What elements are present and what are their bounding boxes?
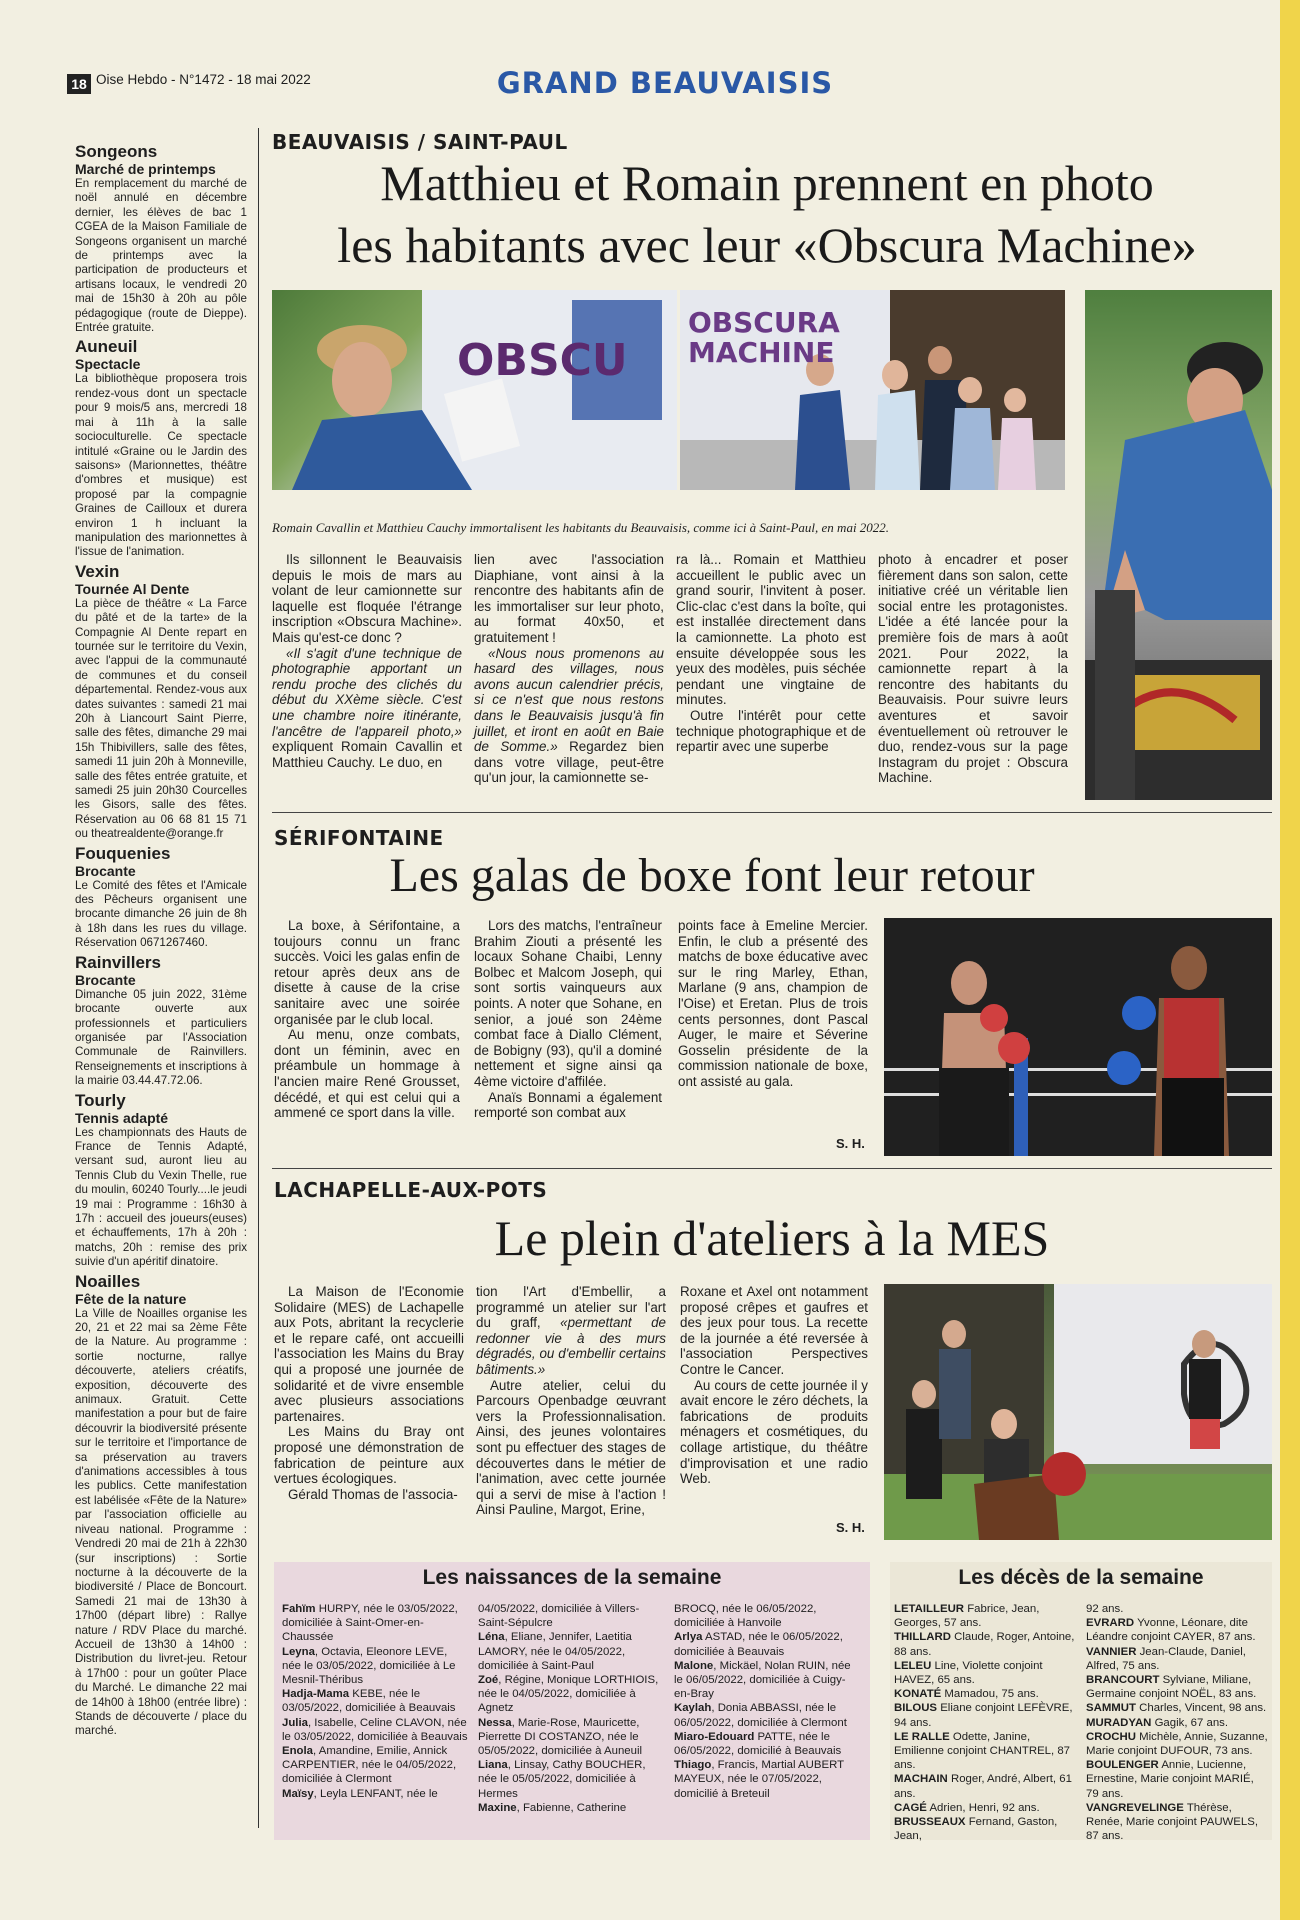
article2-col2-p2: Anaïs Bonnami a également remporté son combat aux bbox=[474, 1089, 662, 1121]
sidebar-subtitle: Tennis adapté bbox=[75, 1109, 169, 1126]
article1-col2-quote: «Nous nous promenons au hasard des villages, nous avons aucun calendrier précis, si ce n'est que nous restons dans le Beauvaisis jusqu'à fin juillet, et iront en août en Baie de Somme.» bbox=[474, 645, 664, 755]
page-number: 18 bbox=[67, 74, 91, 94]
birth-entry: Arlya ASTAD, née le 06/05/2022, domiciliée à Beauvais bbox=[674, 1631, 843, 1658]
birth-name: Maïsy bbox=[282, 1787, 314, 1800]
article3-col1-p2: Les Mains du Bray ont proposé une démonstration de fabrication de peinture aux vertues écologiques. bbox=[274, 1424, 464, 1487]
article2-photo-boxing bbox=[884, 918, 1272, 1156]
death-entry: THILLARD Claude, Roger, Antoine, 88 ans. bbox=[894, 1631, 1075, 1658]
article1-col2-end: Regardez bien dans votre village, peut-être qu'un jour, la camionnette se- bbox=[474, 739, 664, 786]
births-col3 bbox=[674, 1602, 860, 1801]
article3-col2 bbox=[476, 1284, 666, 1518]
birth-name: Maxine bbox=[478, 1801, 517, 1814]
article1-photo-left-illustration bbox=[272, 290, 677, 490]
article3-signature: S. H. bbox=[836, 1520, 865, 1535]
article1-col1 bbox=[272, 552, 462, 770]
birth-entry: 04/05/2022, domiciliée à Villers-Saint-Sépulcre bbox=[478, 1603, 640, 1630]
deaths-title: Les décès de la semaine bbox=[958, 1566, 1204, 1589]
death-name: LETAILLEUR bbox=[894, 1603, 965, 1615]
birth-entry: Nessa, Marie-Rose, Mauricette, Pierrette DI COSTANZO, née le 05/05/2022, domiciliée à Auneuil bbox=[478, 1716, 643, 1758]
birth-entry: Léna, Eliane, Jennifer, Laetitia LAMORY, née le 04/05/2022, domiciliée à Saint-Paul bbox=[478, 1631, 632, 1672]
birth-entry: Fahïm HURPY, née le 03/05/2022, domiciliée à Saint-Omer-en-Chaussée bbox=[282, 1603, 458, 1644]
birth-name: Nessa bbox=[478, 1716, 512, 1729]
article3-col3-p2: Au cours de cette journée il y avait encore le zéro déchets, la fabrications de produits ménagers et cosmétiques, du collage artistique, du théâtre d'improvisation et une radio Web. bbox=[680, 1377, 868, 1487]
death-name: CROCHU bbox=[1086, 1730, 1136, 1743]
sidebar-text: La Ville de Noailles organise les 20, 21 et 22 mai sa 2ème Fête de la Nature. Au programme : sortie nocturne, rallye découverte, ateliers créatifs, exposition, découverte des animaux. Gratuit. Cette manifestation a pour but de faire découvrir la biodiversité présente sur le territoire et l'importance de sa préservation au travers d'animations accessibles à tous les publics. Cette manifestation est labélisée «Fête de la Nature» par l'association officielle au niveau national. Programme : Vendredi 20 mai de 21h à 22h30 (sur inscriptions) : Sortie nocturne à la découverte de la biodiversité / Place de Boncourt. Samedi 21 mai de 13h30 à 17h00 (départ libre) : Rallye nature / RDV Place du marché. Accueil de 13h30 à 14h00 : Distribution du livret-jeu. Retour à 17h00 : pour un goûter Place du Marché. Le dimanche 22 mai de 14h00 à 18h00 (entrée libre) : Stands de découverte / place du marché. bbox=[75, 1306, 247, 1738]
births-col1 bbox=[282, 1602, 468, 1801]
births-box bbox=[274, 1562, 870, 1840]
death-name: MACHAIN bbox=[894, 1773, 948, 1786]
van-lettering-2: OBSCURA MACHINE bbox=[688, 306, 840, 369]
sidebar-text: Dimanche 05 juin 2022, 31ème brocante ouverte aux professionnels et particuliers organisée par l'Association Communale de Rainvillers. Renseignements et inscriptions à la mairie 03.44.47.72.06. bbox=[75, 987, 247, 1088]
article1-col1-quote: «Il s'agit d'une technique de photographie apportant un rendu proche des clichés du début du XXème siècle. C'est une chambre noire itinérante, l'ancêtre de l'appareil photo,» bbox=[272, 645, 462, 739]
article2-col1-p1: La boxe, à Sérifontaine, a toujours connu un franc succès. Voici les galas enfin de retour après deux ans de disette à cause de la crise sanitaire avec une soirée organisée par le club local. bbox=[274, 918, 460, 1027]
sidebar-text: La bibliothèque proposera trois rendez-vous dont un spectacle pour 9 mois/5 ans, mercredi 18 mai à 11h à la salle socioculturelle. Ce spectacle intitulé «Graine ou le Jardin des saisons» (Marionnettes, théâtre d'ombres et musique) est proposé par la compagnie Graines de Cailloux et durera environ 1 h incluant la manipulation des marionnettes à l'issue de l'animation. bbox=[75, 372, 247, 559]
section-title: GRAND BEAUVAISIS bbox=[496, 66, 834, 100]
death-name: BILOUS bbox=[894, 1702, 938, 1715]
births-title: Les naissances de la semaine bbox=[422, 1566, 722, 1589]
article2-col2 bbox=[474, 918, 662, 1121]
birth-entry: BROCQ, née le 06/05/2022, domiciliée à Hanvoile bbox=[674, 1603, 817, 1630]
birth-name: Thiago bbox=[674, 1759, 712, 1772]
sidebar-text: Les championnats des Hauts de France de Tennis Adapté, versant sud, auront lieu au Tennis Club du Vexin Thelle, rue du moulin, 60240 Tourly....le jeudi 19 mai : Programme : 16h30 à 17h : accueil des joueurs(euses) et échauffements, 17h à 20h : matchs, 20h : remise des prix suivie d'un apéritif dinatoire. bbox=[75, 1125, 247, 1269]
deaths-col1 bbox=[894, 1602, 1076, 1843]
birth-entry: Enola, Amandine, Emilie, Annick CARPENTIER, née le 04/05/2022, domiciliée à Clermont bbox=[282, 1745, 457, 1786]
death-entry: VANGREVELINGE Thérèse, Renée, Marie conjoint PAUWELS, 87 ans. bbox=[1086, 1801, 1258, 1843]
sidebar-agenda bbox=[75, 140, 247, 1739]
birth-entry: Leyna, Octavia, Eleonore LEVE, née le 03/05/2022, domiciliée à Le Mesnil-Théribus bbox=[282, 1645, 456, 1687]
death-name: MURADYAN bbox=[1086, 1716, 1152, 1729]
article3-col1 bbox=[274, 1284, 464, 1502]
article3-col3-p1: Roxane et Axel ont notamment proposé crêpes et gaufres et des jeux pour tous. La recette de la journée a été reversée à l'association Perspectives Contre le Cancer. bbox=[680, 1284, 868, 1377]
article2-signature: S. H. bbox=[836, 1136, 865, 1151]
death-entry: VANNIER Jean-Claude, Daniel, Alfred, 75 ans. bbox=[1086, 1645, 1246, 1672]
death-entry: EVRARD Yvonne, Léonare, dite Léandre conjoint CAYER, 87 ans. bbox=[1086, 1617, 1256, 1644]
article3-col1-p3: Gérald Thomas de l'associa- bbox=[288, 1486, 458, 1502]
birth-name: Malone bbox=[674, 1659, 714, 1672]
death-name: CAGÉ bbox=[894, 1801, 927, 1814]
sidebar-text: En remplacement du marché de noël annulé en décembre dernier, les élèves de bac 1 CGEA de la Maison Familiale de Songeons organisent un marché de printemps avec la participation de producteurs et artisans locaux, le vendredi 20 mai de 15h30 à 20h au pôle pédagogique (route de Dieppe). Entrée gratuite. bbox=[75, 177, 247, 335]
death-entry: 92 ans. bbox=[1086, 1603, 1124, 1615]
article2-col3-p1: points face à Emeline Mercier. Enfin, le club a présenté des matchs de boxe éducative avec sur le ring Marley, Ethan, Marlane (9 ans, champion de l'Oise) et Eretan. Plus de trois cents personnes, dont Pascal Auger, le maire et Séverine Gosselin présidente de la commission nationale de boxe, ont assisté au gala. bbox=[678, 918, 868, 1089]
death-entry: MURADYAN Gagik, 67 ans. bbox=[1086, 1716, 1229, 1729]
sidebar-town: Noailles bbox=[75, 1271, 141, 1291]
death-entry: BOULENGER Annie, Lucienne, Ernestine, Marie conjoint MARIÉ, 79 ans. bbox=[1086, 1759, 1254, 1800]
article3-photo-workshop bbox=[884, 1284, 1272, 1540]
birth-entry: Hadja-Mama KEBE, née le 03/05/2022, domiciliée à Beauvais bbox=[282, 1688, 456, 1715]
article3-col2-p1: tion l'Art d'Embellir, a programmé un atelier sur l'art du graff, bbox=[476, 1284, 666, 1331]
death-entry: SAMMUT Charles, Vincent, 98 ans. bbox=[1086, 1702, 1267, 1715]
article1-col2 bbox=[474, 552, 664, 786]
birth-name: Enola bbox=[282, 1745, 314, 1758]
article1-kicker: BEAUVAISIS / SAINT-PAUL bbox=[272, 130, 568, 154]
divider-1 bbox=[272, 812, 1272, 813]
deaths-col2 bbox=[1086, 1602, 1268, 1843]
article1-col1-end: expliquent Romain Cavallin et Matthieu Cauchy. Le duo, en bbox=[272, 739, 462, 770]
article1-col3 bbox=[676, 552, 866, 755]
death-entry: KONATÉ Mamadou, 75 ans. bbox=[894, 1688, 1039, 1701]
article1-col4 bbox=[878, 552, 1068, 786]
death-name: BRANCOURT bbox=[1086, 1674, 1160, 1687]
sidebar-subtitle: Brocante bbox=[75, 971, 136, 988]
sidebar-subtitle: Brocante bbox=[75, 862, 136, 879]
article1-photo-middle bbox=[680, 290, 1065, 490]
birth-entry: Maïsy, Leyla LENFANT, née le bbox=[282, 1787, 438, 1800]
death-name: BRUSSEAUX bbox=[894, 1816, 966, 1829]
sidebar-town: Songeons bbox=[75, 142, 158, 161]
death-name: SAMMUT bbox=[1086, 1702, 1136, 1715]
article1-headline-line1: Matthieu et Romain prennent en photo bbox=[380, 155, 1154, 211]
death-entry: LELEU Line, Violette conjoint HAVEZ, 65 ans. bbox=[894, 1659, 1043, 1687]
article3-col2-p2: Autre atelier, celui du Parcours Openbadge œuvrant vers la Professionnalisation. Ainsi, des jeunes volontaires sont pu effectuer des stages de découvertes dans le métier de l'animation, avec cette journée qui a servi de mise à l'action ! Ainsi Pauline, Margot, Erine, bbox=[476, 1377, 666, 1518]
article1-col3-p1: ra là... Romain et Matthieu accueillent le public avec un grand sourir, l'invitent à poser. Clic-clac c'est dans la boîte, qui est installée directement dans la camionnette. La photo est ensuite développée sous les yeux des modèles, puis séchée pendant une vingtaine de minutes. bbox=[676, 552, 866, 708]
article3-col1-p1: La Maison de l'Economie Solidaire (MES) de Lachapelle aux Pots, abritant la recyclerie et le repare café, ont accueilli l'association les Mains du Bray qui a proposé une journée de solidarité et de vivre ensemble avec plusieurs associations partenaires. bbox=[274, 1284, 464, 1424]
birth-name: Léna bbox=[478, 1631, 505, 1644]
article1-headline bbox=[262, 152, 1272, 276]
workshop-photo-illustration bbox=[884, 1284, 1272, 1540]
article1-photo-right-illustration bbox=[1085, 290, 1272, 800]
article1-col4-p1: photo à encadrer et poser fièrement dans son salon, cette initiative créé un véritable lien social entre les protagonistes. L'idée a été lancée pour la première fois de mars à août 2021. Pour 2022, la camionnette repart à la rencontre des habitants du Beauvaisis. Pour suivre leurs aventures et savoir éventuellement où retrouver le duo, rendez-vous sur la page Instagram du projet : Obscura Machine. bbox=[878, 552, 1068, 786]
article2-col3 bbox=[678, 918, 868, 1090]
birth-name: Leyna bbox=[282, 1645, 315, 1658]
article1-photo-left bbox=[272, 290, 677, 490]
death-name: VANNIER bbox=[1086, 1645, 1137, 1658]
birth-name: Kaylah bbox=[674, 1702, 712, 1715]
article1-col2-p1: lien avec l'association Diaphiane, vont ainsi à la rencontre des habitants afin de les immortaliser sur leur photo, au format 40x50, et gratuitement ! bbox=[474, 552, 664, 645]
death-entry: LETAILLEUR Fabrice, Jean, Georges, 57 ans. bbox=[894, 1603, 1040, 1630]
birth-entry: Kaylah, Donia ABBASSI, née le 06/05/2022, domiciliée à Clermont bbox=[674, 1702, 847, 1729]
death-entry: CAGÉ Adrien, Henri, 92 ans. bbox=[894, 1801, 1040, 1814]
article2-col1-p2: Au menu, onze combats, dont un féminin, avec en préambule un hommage à l'ancien maire René Grousset, décédé, et qui est celui qui a ammené ce sport dans la ville. bbox=[274, 1027, 460, 1121]
boxing-photo-illustration bbox=[884, 918, 1272, 1156]
birth-entry: Julia, Isabelle, Celine CLAVON, née le 03/05/2022, domiciliée à Beauvais bbox=[282, 1716, 468, 1743]
article1-caption: Romain Cavallin et Matthieu Cauchy immortalisent les habitants du Beauvaisis, comme ici à Saint-Paul, en mai 2022. bbox=[272, 520, 890, 535]
death-entry: BILOUS Eliane conjoint LEFÈVRE, 94 ans. bbox=[894, 1702, 1073, 1729]
death-entry: MACHAIN Roger, André, Albert, 61 ans. bbox=[894, 1773, 1072, 1800]
birth-entry: Liana, Linsay, Cathy BOUCHER, née le 05/05/2022, domiciliée à Hermes bbox=[478, 1759, 646, 1800]
sidebar-text: La pièce de théâtre « La Farce du pâté et de la tarte» de la Compagnie Al Dente repart en tournée sur le territoire du Vexin, avec l'appui de la communauté de communes et du conseil départemental. Rendez-vous aux dates suivantes : samedi 21 mai 20h à Liancourt Saint Pierre, salle des fêtes, dimanche 29 mai 15h Thibivillers, salle des fêtes, samedi 11 juin 20h à Monneville, salle des fêtes entrée gratuite, et samedi 25 juin 20h30 Courcelles les Gisors, salle des fêtes. Réservation au 06 68 81 15 71 ou theatrealdente@orange.fr bbox=[75, 596, 247, 841]
sidebar-subtitle: Fête de la nature bbox=[75, 1290, 187, 1307]
sidebar-subtitle: Marché de printemps bbox=[75, 161, 216, 177]
death-name: EVRARD bbox=[1086, 1617, 1135, 1630]
sidebar-divider bbox=[258, 128, 259, 1828]
death-name: LELEU bbox=[894, 1659, 932, 1672]
birth-entry: Malone, Mickäel, Nolan RUIN, née le 06/05/2022, domiciliée à Cuigy-en-Bray bbox=[674, 1659, 851, 1701]
birth-name: Arlya bbox=[674, 1631, 703, 1644]
birth-entry: Thiago, Francis, Martial AUBERT MAYEUX, née le 07/05/2022, domicilié à Breteuil bbox=[674, 1759, 844, 1800]
births-col2 bbox=[478, 1602, 664, 1815]
birth-entry: Zoé, Régine, Monique LORTHIOIS, née le 04/05/2022, domiciliée à Agnetz bbox=[478, 1674, 659, 1715]
sidebar-town: Auneuil bbox=[75, 337, 138, 357]
birth-name: Miaro-Edouard bbox=[674, 1730, 755, 1743]
birth-name: Liana bbox=[478, 1759, 508, 1772]
death-entry: BRUSSEAUX Fernand, Gaston, Jean, bbox=[894, 1816, 1058, 1843]
death-entry: BRANCOURT Sylviane, Miliane, Germaine conjoint NOËL, 83 ans. bbox=[1086, 1674, 1257, 1701]
birth-name: Zoé bbox=[478, 1674, 499, 1687]
sidebar-subtitle: Spectacle bbox=[75, 356, 141, 373]
birth-name: Julia bbox=[282, 1716, 308, 1729]
birth-entry: Maxine, Fabienne, Catherine bbox=[478, 1801, 627, 1814]
article2-col1 bbox=[274, 918, 460, 1121]
death-name: KONATÉ bbox=[894, 1688, 942, 1701]
death-name: THILLARD bbox=[894, 1631, 951, 1644]
sidebar-town: Rainvillers bbox=[75, 952, 161, 972]
deaths-box bbox=[890, 1562, 1272, 1843]
article3-col3 bbox=[680, 1284, 868, 1487]
birth-entry: Miaro-Edouard PATTE, née le 06/05/2022, domicilié à Beauvais bbox=[674, 1730, 842, 1758]
article3-headline: Le plein d'ateliers à la MES bbox=[494, 1210, 1050, 1266]
folio: Oise Hebdo - N°1472 - 18 mai 2022 bbox=[96, 72, 311, 87]
sidebar-text: Le Comité des fêtes et l'Amicale des Pêcheurs organisent une brocante dimanche 26 juin de 8h à 18h dans les rues du village. Réservation 0671267460. bbox=[75, 878, 247, 950]
death-entry: CROCHU Michèle, Annie, Suzanne, Marie conjoint DUFOUR, 73 ans. bbox=[1086, 1730, 1268, 1758]
van-lettering: OBSCU bbox=[457, 335, 628, 386]
death-entry: LE RALLE Odette, Janine, Emilienne conjoint CHANTREL, 87 ans. bbox=[894, 1730, 1070, 1772]
death-name: LE RALLE bbox=[894, 1730, 950, 1743]
article1-photo-right bbox=[1085, 290, 1272, 800]
article2-kicker: SÉRIFONTAINE bbox=[274, 826, 444, 850]
divider-2 bbox=[272, 1168, 1272, 1169]
article3-kicker: LACHAPELLE-AUX-POTS bbox=[274, 1178, 548, 1202]
sidebar-town: Fouquenies bbox=[75, 843, 171, 863]
page-edge bbox=[1280, 0, 1300, 1920]
article2-headline: Les galas de boxe font leur retour bbox=[389, 849, 1035, 902]
article2-col2-p1: Lors des matchs, l'entraîneur Brahim Ziouti a présenté les locaux Sohane Chaibi, Lenny Bolbec et Malcom Joseph, qui sont sortis vainqueurs aux points. A noter que Sohane, en senior, a joué son 24ème combat face à Diallo Clément, de Bobigny (93), qu'il a dominé nettement et signe ainsi qa 4ème victoire d'affilée. bbox=[474, 918, 662, 1089]
sidebar-subtitle: Tournée Al Dente bbox=[75, 580, 190, 597]
birth-name: Hadja-Mama bbox=[282, 1688, 350, 1701]
article1-col1-p1: Ils sillonnent le Beauvaisis depuis le mois de mars au volant de leur camionnette sur laquelle est floquée l'étrange inscription «Obscura Machine». Mais qu'est-ce donc ? bbox=[272, 552, 462, 645]
article3-col2-quote: «permettant de redonner vie à des murs dégradés, ou d'embellir certains bâtiments.» bbox=[476, 1315, 666, 1377]
sidebar-town: Tourly bbox=[75, 1090, 126, 1110]
birth-name: Fahïm bbox=[282, 1603, 316, 1615]
article1-col3-p2: Outre l'intérêt pour cette technique photographique et de repartir avec une superbe bbox=[676, 707, 866, 755]
article1-headline-line2: les habitants avec leur «Obscura Machine» bbox=[337, 217, 1197, 273]
death-name: VANGREVELINGE bbox=[1086, 1801, 1184, 1814]
sidebar-town: Vexin bbox=[75, 561, 120, 581]
death-name: BOULENGER bbox=[1086, 1759, 1159, 1772]
